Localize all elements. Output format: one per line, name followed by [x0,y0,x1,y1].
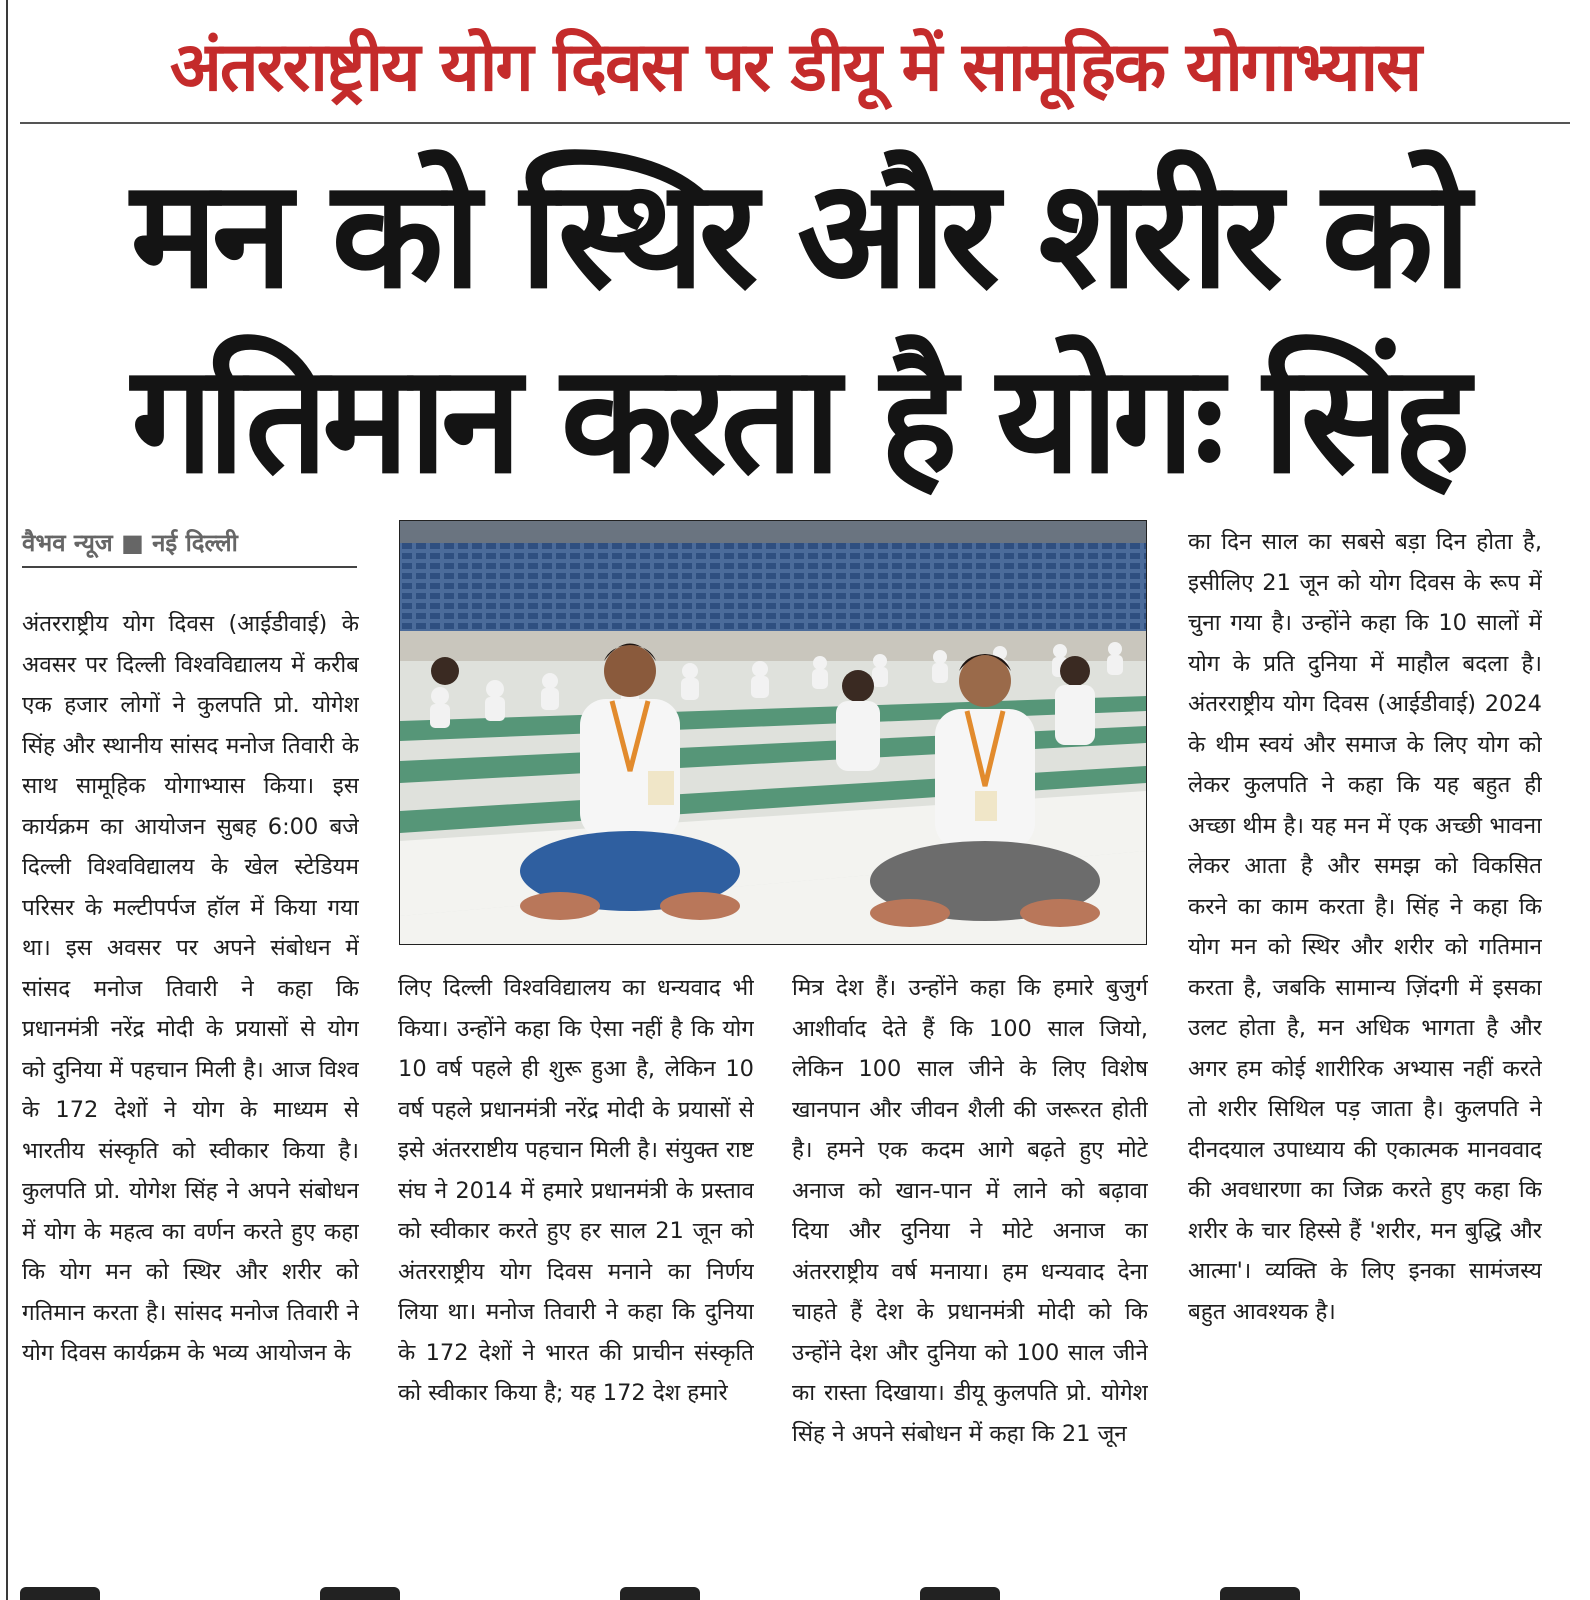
article-column-3: मित्र देश हैं। उन्होंने कहा कि हमारे बुजुर्ग आशीर्वाद देते हैं कि 100 साल जियो, लेकिन 100 साल जीने के लिए विशेष खानपान और जीवन शैली की जरूरत होती है। हमने एक कदम आगे बढ़ते हुए मोटे अनाज को खान-पान में लाने को बढ़ावा दिया और दुनिया ने मोटे अनाज का अंतरराष्ट्रीय वर्ष मनाया। हम धन्यवाद देना चाहते हैं देश के प्रधानमंत्री मोदी को कि उन्होंने देश और दुनिया को 100 साल जीने का रास्ता दिखाया। डीयू कुलपति प्रो. योगेश सिंह ने अपने संबोधन में कहा कि 21 जून [792,975,1148,1447]
kicker-divider [20,122,1570,124]
yoga-event-photo [399,520,1147,945]
main-headline-line-2: गतिमान करता है योगः सिंह [131,333,1465,507]
main-headline-line-1: मन को स्थिर और शरीर को [130,148,1466,322]
article-column-2: लिए दिल्ली विश्वविद्यालय का धन्यवाद भी किया। उन्होंने कहा कि ऐसा नहीं है कि योग 10 वर्ष पहले ही शुरू हुआ है, लेकिन 10 वर्ष पहले प्रधानमंत्री नरेंद्र मोदी के प्रयासों से इसे अंतरराष्टीय पहचान मिली है। संयुक्त राष्ट संघ ने 2014 में हमारे प्रधानमंत्री के प्रस्ताव को स्वीकार करते हुए हर साल 21 जून को अंतरराष्ट्रीय योग दिवस मनाने का निर्णय लिया था। मनोज तिवारी ने कहा कि दुनिया के 172 देशों ने भारत की प्राचीन संस्कृति को स्वीकार किया है; यह 172 देश हमारे [398,975,754,1406]
article-column-1: अंतरराष्ट्रीय योग दिवस (आईडीवाई) के अवसर पर दिल्ली विश्वविद्यालय में करीब एक हजार लोगों ने कुलपति प्रो. योगेश सिंह और स्थानीय सांसद मनोज तिवारी के साथ सामूहिक योगाभ्यास किया। इस कार्यक्रम का आयोजन सुबह 6:00 बजे दिल्ली विश्वविद्यालय के खेल स्टेडियम परिसर के मल्टीपर्पज हॉल में किया गया था। इस अवसर पर अपने संबोधन में सांसद मनोज तिवारी ने कहा कि प्रधानमंत्री नरेंद्र मोदी के प्रयासों से योग को दुनिया में पहचान मिली है। आज विश्व के 172 देशों ने योग के माध्यम से भारतीय संस्कृति को स्वीकार किया है। कुलपति प्रो. योगेश सिंह ने अपने संबोधन में योग के महत्व का वर्णन करते हुए कहा कि योग मन को स्थिर और शरीर को गतिमान करता है। सांसद मनोज तिवारी ने योग दिवस कार्यक्रम के भव्य आयोजन के [22,611,359,1366]
left-column-rule [6,0,8,1600]
byline-divider [22,566,357,568]
next-article-fragment [20,1586,1570,1600]
kicker-headline: अंतरराष्ट्रीय योग दिवस पर डीयू में सामूहिक योगाभ्यास [169,28,1421,107]
article-column-4: का दिन साल का सबसे बड़ा दिन होता है, इसीलिए 21 जून को योग दिवस के रूप में चुना गया है। उन्होंने कहा कि 10 सालों में योग के प्रति दुनिया में माहौल बदला है। अंतरराष्ट्रीय योग दिवस (आईडीवाई) 2024 के थीम स्वयं और समाज के लिए योग को लेकर कुलपति ने कहा कि यह बहुत ही अच्छा थीम है। यह मन में एक अच्छी भावना लेकर आता है और समझ को विकसित करने का काम करता है। सिंह ने कहा कि योग मन को स्थिर और शरीर को गतिमान करता है, जबकि सामान्य ज़िंदगी में इसका उलट होता है, मन अधिक भागता है और अगर हम कोई शारीरिक अभ्यास नहीं करते तो शरीर सिथिल पड़ जाता है। कुलपति ने दीनदयाल उपाध्याय की एकात्मक मानववाद की अवधारणा का जिक्र करते हुए कहा कि शरीर के चार हिस्से हैं 'शरीर, मन बुद्धि और आत्मा'। व्यक्ति के लिए इनका सामंजस्य बहुत आवश्यक है। [1188,529,1542,1325]
byline: वैभव न्यूज ■ नई दिल्ली [22,529,238,557]
